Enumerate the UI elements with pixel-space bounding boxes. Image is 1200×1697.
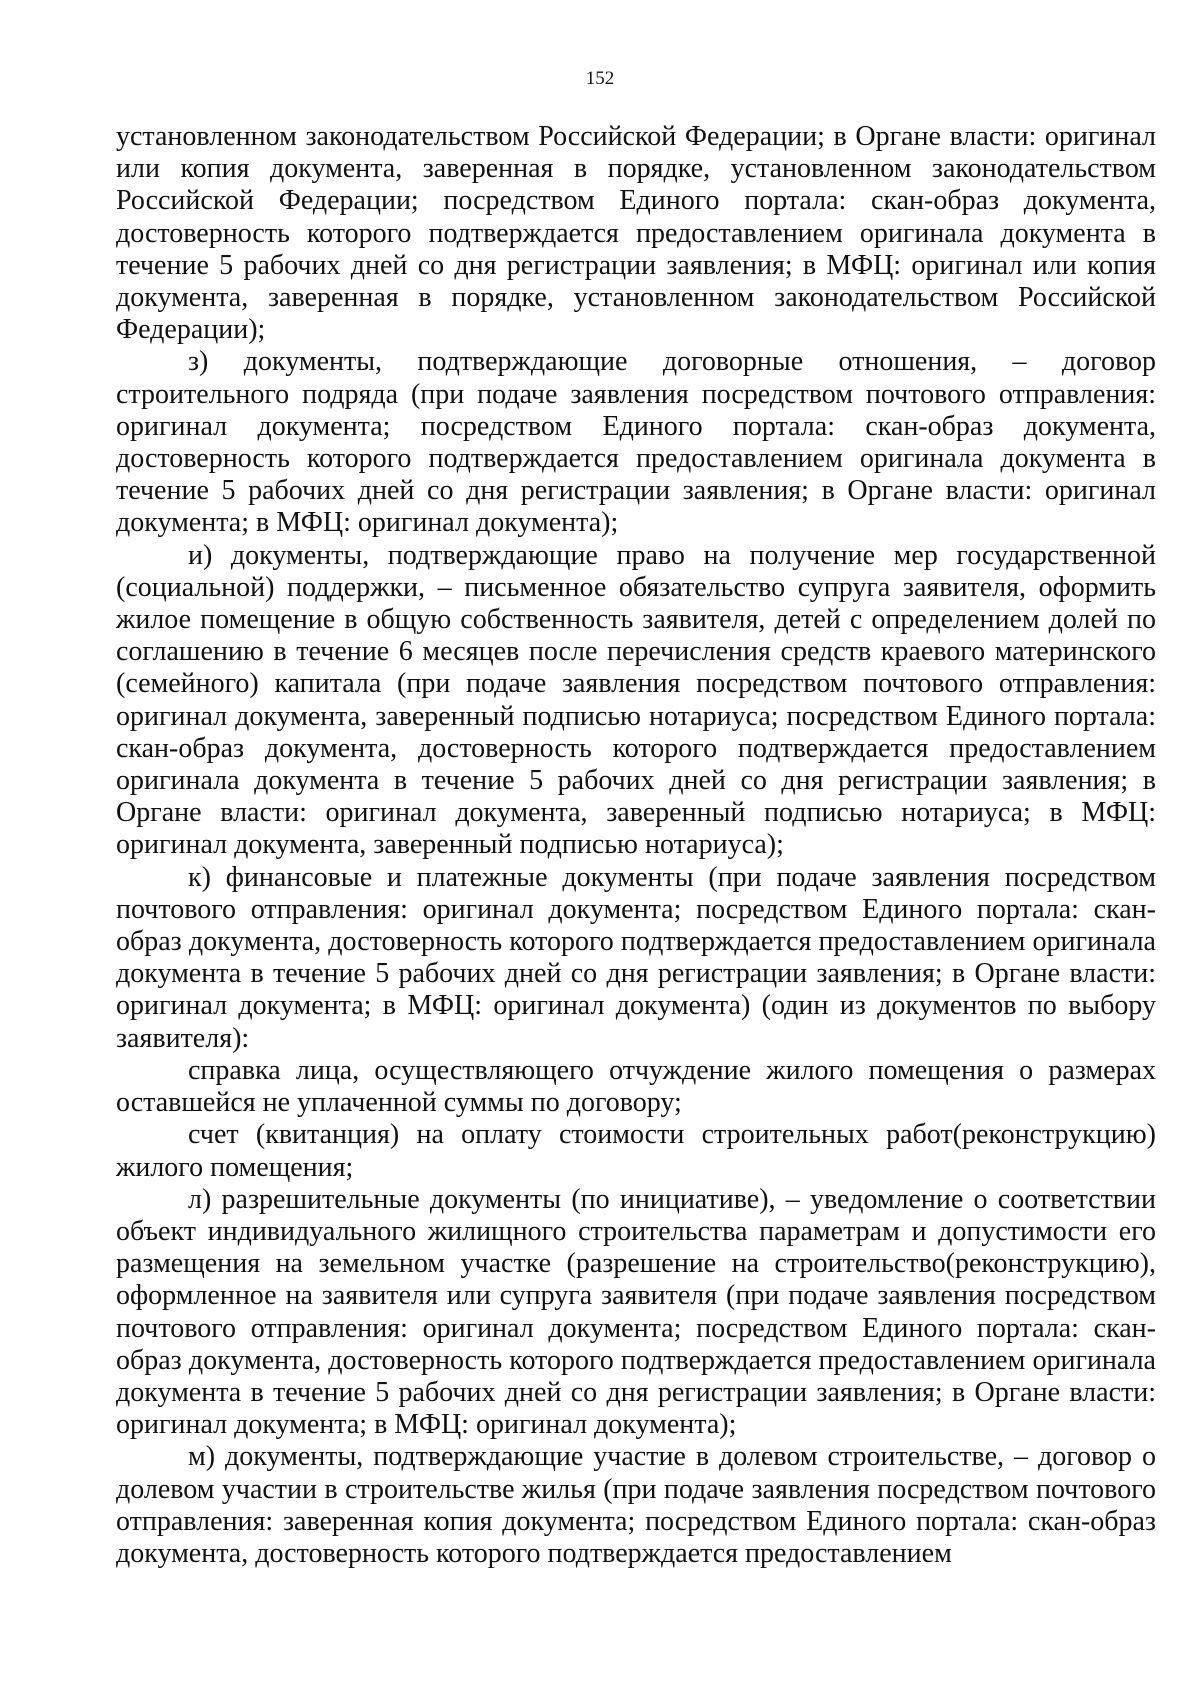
paragraph-item-i: и) документы, подтверждающие право на получение мер государственной (социальной) поддержки, – письменное обязательство супруга заявителя, оформить жилое помещение в общую собственность заявителя, детей с определением долей по соглашению в течение 6 месяцев после перечисления средств краевого материнского (семейного) капитала (при подаче заявления посредством почтового отправления: оригинал документа, заверенный подписью нотариуса; посредством Единого портала: скан-образ документа, достоверность которого подтверждается предоставлением оригинала документа в течение 5 рабочих дней со дня регистрации заявления; в Органе власти: оригинал документа, заверенный подписью нотариуса; в МФЦ: оригинал документа, заверенный подписью нотариуса); (116, 539, 1156, 861)
paragraph-item-m: м) документы, подтверждающие участие в долевом строительстве, – договор о долевом участии в строительстве жилья (при подаче заявления посредством почтового отправления: заверенная копия документа; посредством Единого портала: скан-образ документа, достоверность которого подтверждается предоставлением (116, 1441, 1156, 1569)
paragraph-continuation: установленном законодательством Российской Федерации; в Органе власти: оригинал или копия документа, заверенная в порядке, установленном законодательством Российской Федерации; посредством Единого портала: скан-образ документа, достоверность которого подтверждается предоставлением оригинала документа в течение 5 рабочих дней со дня регистрации заявления; в МФЦ: оригинал или копия документа, заверенная в порядке, установленном законодательством Российской Федерации); (116, 121, 1156, 346)
paragraph-sub-invoice: счет (квитанция) на оплату стоимости строительных работ(реконструкцию) жилого помещения; (116, 1119, 1156, 1183)
document-body (116, 121, 1156, 1570)
paragraph-item-z: з) документы, подтверждающие договорные отношения, – договор строительного подряда (при подаче заявления посредством почтового отправления: оригинал документа; посредством Единого портала: скан-образ документа, достоверность которого подтверждается предоставлением оригинала документа в течение 5 рабочих дней со дня регистрации заявления; в Органе власти: оригинал документа; в МФЦ: оригинал документа); (116, 346, 1156, 539)
paragraph-item-l: л) разрешительные документы (по инициативе), – уведомление о соответствии объект индивидуального жилищного строительства параметрам и допустимости его размещения на земельном участке (разрешение на строительство(реконструкцию), оформленное на заявителя или супруга заявителя (при подаче заявления посредством почтового отправления: оригинал документа; посредством Единого портала: скан-образ документа, достоверность которого подтверждается предоставлением оригинала документа в течение 5 рабочих дней со дня регистрации заявления; в Органе власти: оригинал документа; в МФЦ: оригинал документа); (116, 1183, 1156, 1441)
paragraph-item-k: к) финансовые и платежные документы (при подаче заявления посредством почтового отправления: оригинал документа; посредством Единого портала: скан-образ документа, достоверность которого подтверждается предоставлением оригинала документа в течение 5 рабочих дней со дня регистрации заявления; в Органе власти: оригинал документа; в МФЦ: оригинал документа) (один из документов по выбору заявителя): (116, 861, 1156, 1054)
paragraph-sub-certificate: справка лица, осуществляющего отчуждение жилого помещения о размерах оставшейся не уплаченной суммы по договору; (116, 1054, 1156, 1119)
page-number: 152 (585, 68, 615, 89)
